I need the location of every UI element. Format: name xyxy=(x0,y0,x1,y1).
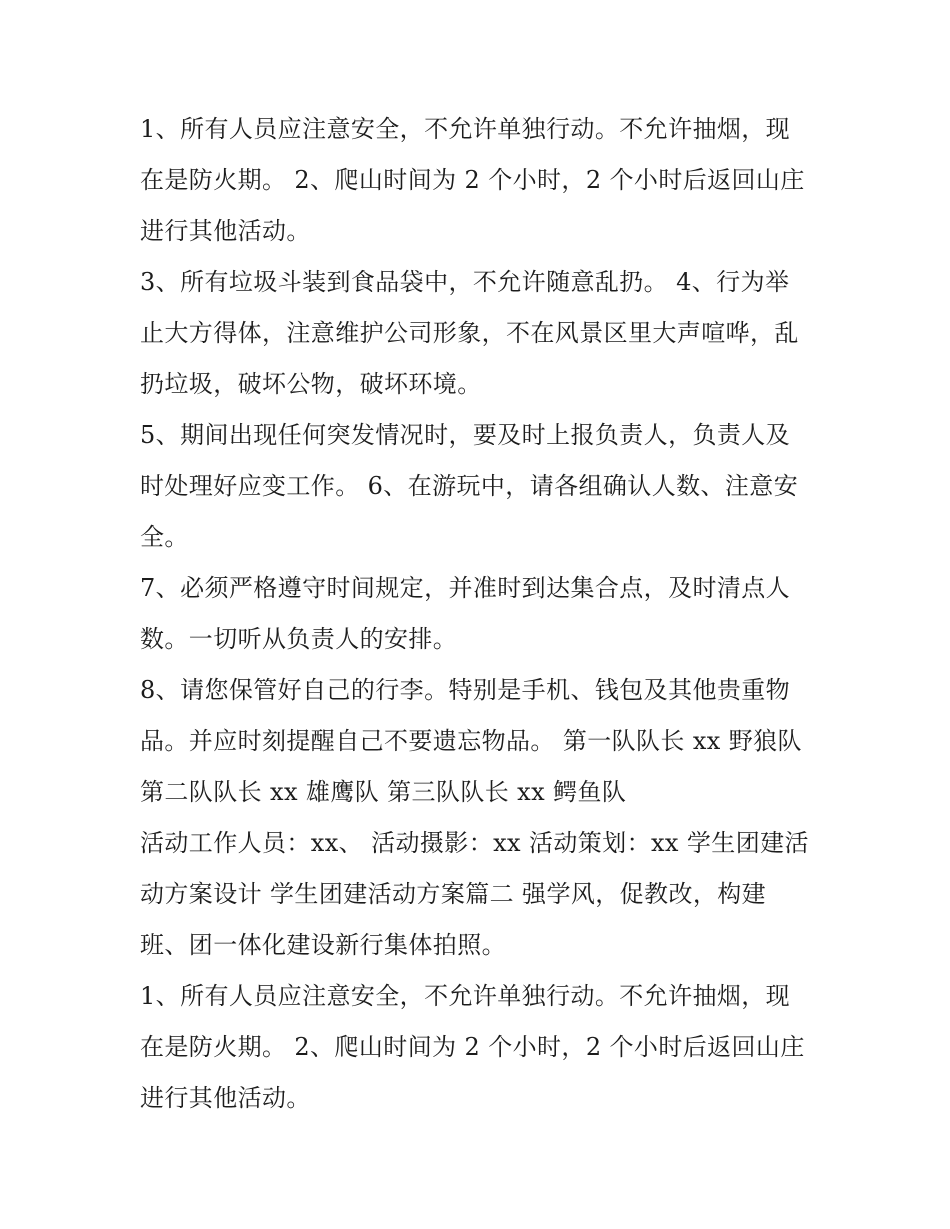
text-line: 在是防火期。 2、爬山时间为 2 个小时，2 个小时后返回山庄 xyxy=(140,166,805,194)
text-line: 在是防火期。 2、爬山时间为 2 个小时，2 个小时后返回山庄 xyxy=(140,1033,805,1061)
text-line: 扔垃圾，破坏公物，破坏环境。 xyxy=(140,370,482,398)
text-line: 班、团一体化建设新行集体拍照。 xyxy=(140,931,506,959)
text-line: 1、所有人员应注意安全，不允许单独行动。不允许抽烟，现 xyxy=(140,982,791,1010)
text-line: 止大方得体，注意维护公司形象，不在风景区里大声喧哗，乱 xyxy=(140,319,799,347)
text-line: 动方案设计 学生团建活动方案篇二 强学风，促教改，构建 xyxy=(140,880,767,908)
text-line: 3、所有垃圾斗装到食品袋中，不允许随意乱扔。 4、行为举 xyxy=(140,268,790,296)
text-line: 8、请您保管好自己的行李。特别是手机、钱包及其他贵重物 xyxy=(140,676,791,704)
text-line: 全。 xyxy=(140,523,189,551)
text-line: 进行其他活动。 xyxy=(140,1084,311,1112)
text-line: 5、期间出现任何突发情况时，要及时上报负责人，负责人及 xyxy=(140,421,791,449)
text-line: 时处理好应变工作。 6、在游玩中，请各组确认人数、注意安 xyxy=(140,472,799,500)
text-line: 活动工作人员：xx、 活动摄影：xx 活动策划：xx 学生团建活 xyxy=(140,829,809,857)
text-line: 数。一切听从负责人的安排。 xyxy=(140,625,458,653)
text-line: 第二队队长 xx 雄鹰队 第三队队长 xx 鳄鱼队 xyxy=(140,778,627,806)
text-line: 7、必须严格遵守时间规定，并准时到达集合点，及时清点人 xyxy=(140,574,791,602)
text-line: 品。并应时刻提醒自己不要遗忘物品。 第一队队长 xx 野狼队 xyxy=(140,727,802,755)
text-line: 1、所有人员应注意安全，不允许单独行动。不允许抽烟，现 xyxy=(140,115,791,143)
text-line: 进行其他活动。 xyxy=(140,217,311,245)
document-body xyxy=(140,104,820,1124)
